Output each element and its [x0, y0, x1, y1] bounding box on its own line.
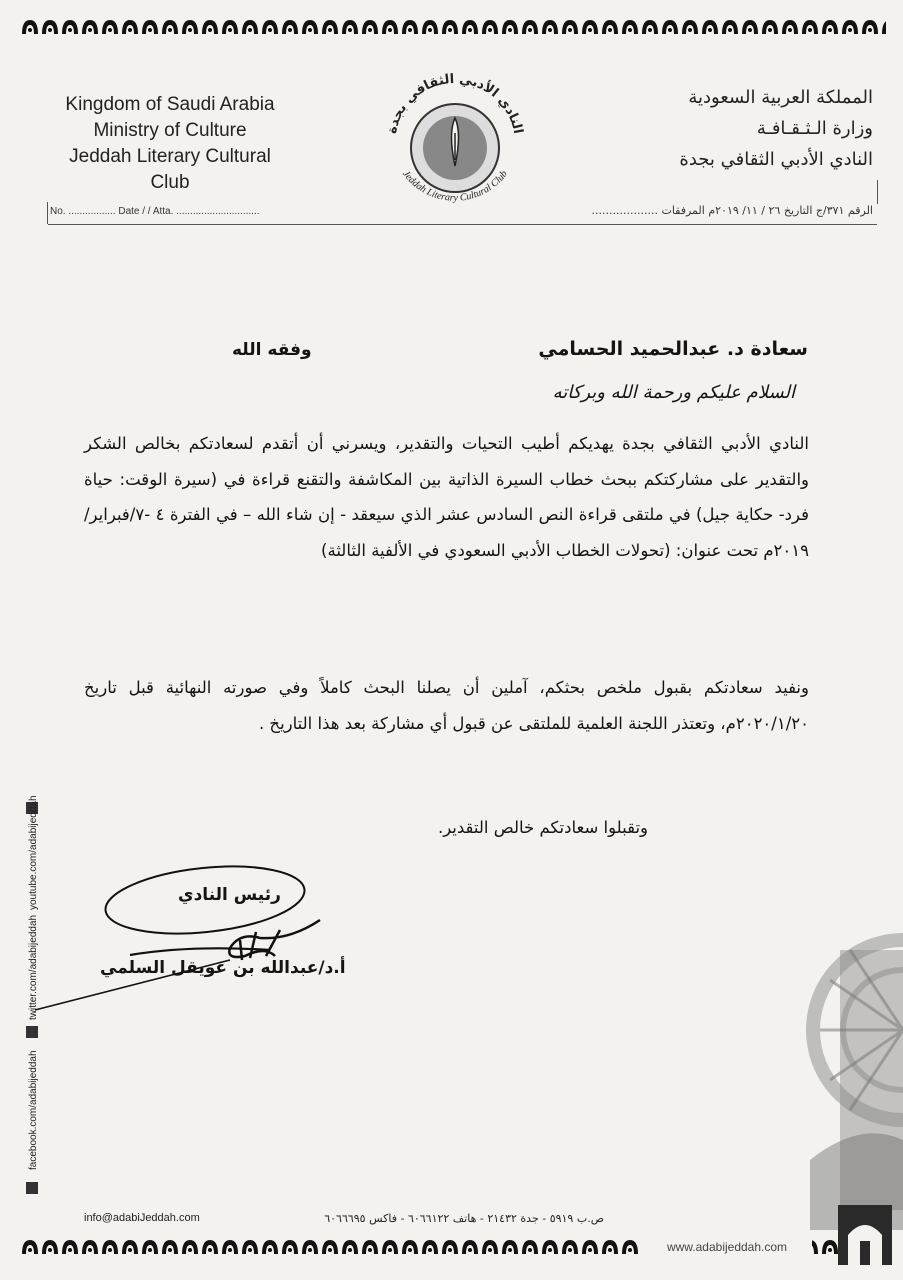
facebook-link[interactable]: facebook.com/adabijeddah [28, 1050, 39, 1170]
club-logo [370, 48, 540, 218]
greeting: السلام عليكم ورحمة الله وبركاته [552, 382, 795, 403]
recipient: سعادة د. عبدالحميد الحسامي [538, 338, 808, 360]
letter-paragraph-1: النادي الأدبي الثقافي بجدة يهديكم أطيب التحيات والتقدير، ويسرني أن أتقدم لسعادتكم بخالص الشكر والتقدير على مشاركتكم ببحث خطاب السيرة الذاتية بين المكاشفة والتقنع قراءة في (سيرة الوقت: حياة فرد- حكاية جيل) في ملتقى قراءة النص السادس عشر الذي سيعقد - إن شاء الله – في الفترة ٤ -٧/فبراير/٢٠١٩م تحت عنوان: (تحولات الخطاب الأدبي السعودي في الألفية الثالثة) [84, 434, 809, 560]
reference-english: No. ................. Date / / Atta. .............................. [50, 206, 260, 217]
border-ornament-dot [108, 1248, 112, 1252]
svg-text:twitter.com/adabijeddah [28, 915, 39, 1020]
border-ornament-dot [488, 1248, 492, 1252]
border-ornament-dot [268, 28, 272, 32]
border-ornament-dot [428, 28, 432, 32]
border-ornament-dot [148, 1248, 152, 1252]
border-ornament-dot [548, 1248, 552, 1252]
border-ornament-dot [168, 1248, 172, 1252]
border-ornament-dot [568, 1248, 572, 1252]
border-ornament-dot [848, 28, 852, 32]
social-links-sidebar [12, 790, 52, 1210]
border-ornament-dot [588, 28, 592, 32]
logo-arabic-text: النادي الأدبي الثقافي بجدة [384, 71, 526, 136]
border-ornament-dot [228, 1248, 232, 1252]
border-ornament-dot [828, 1248, 832, 1252]
border-ornament-dot [328, 28, 332, 32]
border-ornament-dot [828, 28, 832, 32]
border-ornament-dot [628, 28, 632, 32]
border-ornament-dot [368, 1248, 372, 1252]
border-ornament-dot [348, 28, 352, 32]
border-ornament-dot [688, 28, 692, 32]
border-ornament-dot [88, 28, 92, 32]
reference-arabic: الرقم ٣٧١/ج التاريخ ٢٦ / ١١/ ٢٠١٩م المرفقات ................... [591, 204, 873, 217]
border-ornament-dot [388, 1248, 392, 1252]
footer-address: ص.ب ٥٩١٩ - جدة ٢١٤٣٢ - هاتف ٦٠٦٦١٢٢ - فاكس ٦٠٦٦٦٩٥ [324, 1212, 604, 1225]
twitter-link[interactable]: twitter.com/adabijeddah [28, 914, 39, 1020]
facebook-icon [26, 1182, 38, 1194]
top-border-pattern [18, 14, 886, 40]
border-ornament-dot [48, 1248, 52, 1252]
svg-text:facebook.com/adabijeddah [28, 1050, 39, 1170]
border-ornament-dot [588, 1248, 592, 1252]
border-ornament-dot [488, 28, 492, 32]
border-ornament-dot [508, 28, 512, 32]
border-ornament-dot [368, 28, 372, 32]
border-ornament-dot [788, 28, 792, 32]
border-ornament-dot [288, 28, 292, 32]
border-ornament-dot [408, 1248, 412, 1252]
border-ornament-dot [868, 28, 872, 32]
border-ornament-dot [168, 28, 172, 32]
border-ornament-dot [208, 1248, 212, 1252]
border-ornament-dot [528, 28, 532, 32]
border-ornament-dot [508, 1248, 512, 1252]
border-ornament-dot [648, 28, 652, 32]
footer-email[interactable]: info@adabiJeddah.com [84, 1212, 200, 1224]
border-ornament-dot [468, 1248, 472, 1252]
arabic-header [613, 82, 873, 175]
border-ornament-dot [48, 28, 52, 32]
arabic-header-line-2: وزارة الـثـقـافـة [756, 118, 873, 139]
border-ornament-dot [608, 28, 612, 32]
decorative-arch-graphic [660, 780, 903, 1230]
recipient-blessing: وفقه الله [232, 340, 312, 360]
footer-website[interactable]: www.adabijeddah.com [642, 1240, 812, 1254]
border-ornament-dot [388, 28, 392, 32]
border-ornament-dot [348, 1248, 352, 1252]
closing-regards: وتقبلوا سعادتكم خالص التقدير. [437, 818, 648, 837]
border-ornament-dot [268, 1248, 272, 1252]
building-icon [838, 1205, 892, 1265]
border-ornament-dot [448, 28, 452, 32]
border-ornament-dot [128, 1248, 132, 1252]
border-ornament-dot [668, 28, 672, 32]
reference-line-tick-left [47, 202, 48, 224]
english-header-line-1: Kingdom of Saudi Arabia [65, 94, 275, 115]
signature-name: أ.د/عبدالله بن عويقل السلمي [100, 958, 346, 978]
border-ornament-dot [468, 28, 472, 32]
border-ornament-dot [308, 1248, 312, 1252]
border-ornament-dot [628, 1248, 632, 1252]
border-ornament-dot [548, 28, 552, 32]
reference-line-tick-right [877, 180, 878, 204]
reference-line [48, 202, 877, 225]
english-header [50, 92, 290, 196]
border-ornament-dot [208, 28, 212, 32]
border-ornament-dot [528, 1248, 532, 1252]
border-ornament-dot [768, 28, 772, 32]
border-ornament-dot [128, 28, 132, 32]
twitter-icon [26, 1026, 38, 1038]
border-ornament-dot [68, 1248, 72, 1252]
border-ornament-dot [308, 28, 312, 32]
border-ornament-dot [148, 28, 152, 32]
border-ornament-dot [108, 28, 112, 32]
border-ornament-dot [248, 28, 252, 32]
border-ornament-dot [188, 28, 192, 32]
logo-english-text: Jeddah Literary Cultural Club [400, 168, 510, 204]
youtube-link[interactable]: youtube.com/adabijeddah [28, 795, 39, 910]
signature-title: رئيس النادي [178, 885, 281, 905]
border-ornament-dot [68, 28, 72, 32]
svg-text:youtube.com/adabijeddah [28, 795, 39, 910]
border-ornament-dot [88, 1248, 92, 1252]
border-ornament-dot [748, 28, 752, 32]
border-ornament-dot [728, 28, 732, 32]
border-ornament-dot [28, 1248, 32, 1252]
border-ornament-dot [428, 1248, 432, 1252]
border-ornament-dot [28, 28, 32, 32]
border-ornament-dot [708, 28, 712, 32]
arabic-header-line-3: النادي الأدبي الثقافي بجدة [679, 149, 873, 170]
letter-paragraph-2: ونفيد سعادتكم بقبول ملخص بحثكم، آملين أن يصلنا البحث كاملاً وفي صورته النهائية قبل تاريخ ٢٠٢٠/١/٢٠م، وتعتذر اللجنة العلمية للملتقى عن قبول أي مشاركة بعد هذا التاريخ . [84, 678, 809, 733]
border-ornament-dot [188, 1248, 192, 1252]
english-header-line-2: Ministry of Culture [93, 120, 247, 141]
border-ornament-dot [568, 28, 572, 32]
border-ornament-dot [808, 28, 812, 32]
border-ornament-dot [408, 28, 412, 32]
arabic-header-line-1: المملكة العربية السعودية [688, 87, 873, 108]
border-ornament-dot [288, 1248, 292, 1252]
border-ornament-dot [608, 1248, 612, 1252]
border-ornament-dot [248, 1248, 252, 1252]
english-header-line-3: Jeddah Literary Cultural Club [69, 146, 271, 193]
border-ornament-dot [228, 28, 232, 32]
border-ornament-dot [448, 1248, 452, 1252]
border-ornament-dot [328, 1248, 332, 1252]
